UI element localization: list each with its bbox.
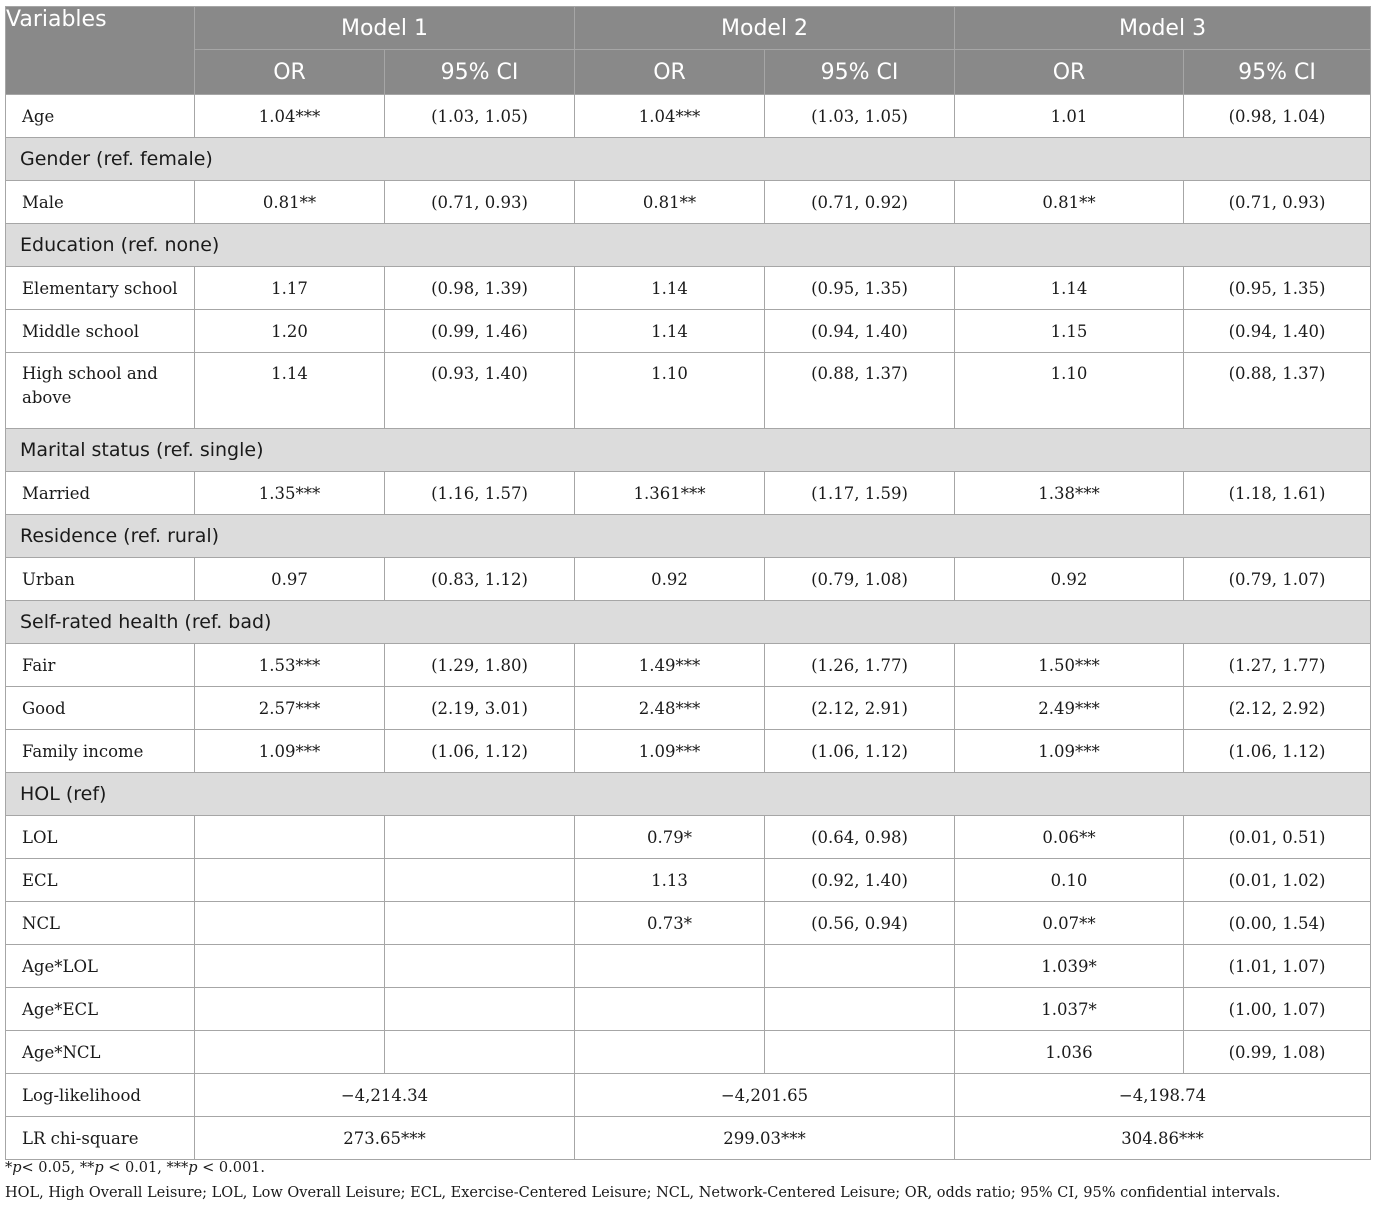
table-row (6, 730, 1371, 773)
confidence-interval-cell (385, 988, 575, 1031)
odds-ratio-cell (195, 902, 385, 945)
odds-ratio-cell: 1.14 (575, 267, 765, 310)
confidence-interval-cell: (1.06, 1.12) (385, 730, 575, 773)
confidence-interval-cell (385, 816, 575, 859)
row-label: Age (6, 95, 195, 138)
confidence-interval-cell: (1.06, 1.12) (1184, 730, 1371, 773)
row-label: Male (6, 181, 195, 224)
table-row (6, 267, 1371, 310)
table-row (6, 816, 1371, 859)
confidence-interval-cell: (1.17, 1.59) (765, 472, 955, 515)
confidence-interval-cell: (1.29, 1.80) (385, 644, 575, 687)
summary-row (6, 1074, 1371, 1117)
confidence-interval-cell: (0.95, 1.35) (765, 267, 955, 310)
odds-ratio-cell: 1.14 (955, 267, 1184, 310)
abbreviations-note: HOL, High Overall Leisure; LOL, Low Overall Leisure; ECL, Exercise-Centered Leisure; NCL, Network-Centered Leisure; OR, odds ratio; 95% CI, 95% confidential intervals. (5, 1185, 1281, 1201)
confidence-interval-cell (765, 1031, 955, 1074)
table-row (6, 687, 1371, 730)
row-label: ECL (6, 859, 195, 902)
table-row (6, 945, 1371, 988)
confidence-interval-cell: (1.27, 1.77) (1184, 644, 1371, 687)
confidence-interval-cell (765, 945, 955, 988)
group-header-row (6, 515, 1371, 558)
confidence-interval-cell: (0.98, 1.04) (1184, 95, 1371, 138)
table-row (6, 353, 1371, 429)
table-footnotes (5, 1156, 1370, 1206)
table-header (6, 7, 1371, 95)
table-row (6, 472, 1371, 515)
table-body (6, 95, 1371, 1160)
odds-ratio-cell: 1.09*** (575, 730, 765, 773)
confidence-interval-cell: (2.12, 2.91) (765, 687, 955, 730)
odds-ratio-cell: 1.09*** (955, 730, 1184, 773)
row-label: Fair (6, 644, 195, 687)
row-label: High school and above (6, 353, 195, 429)
table-row (6, 988, 1371, 1031)
confidence-interval-cell (385, 902, 575, 945)
or-header: OR (195, 50, 385, 95)
confidence-interval-cell: (0.94, 1.40) (765, 310, 955, 353)
odds-ratio-cell: 1.35*** (195, 472, 385, 515)
table-row (6, 1031, 1371, 1074)
group-header-row (6, 138, 1371, 181)
ci-header: 95% CI (385, 50, 575, 95)
row-label: Elementary school (6, 267, 195, 310)
odds-ratio-cell: 1.14 (575, 310, 765, 353)
odds-ratio-cell: 0.92 (955, 558, 1184, 601)
odds-ratio-cell: 0.73* (575, 902, 765, 945)
model-2-header: Model 2 (575, 7, 955, 50)
odds-ratio-cell: 2.57*** (195, 687, 385, 730)
odds-ratio-cell: 1.15 (955, 310, 1184, 353)
odds-ratio-cell: 1.17 (195, 267, 385, 310)
table-row (6, 644, 1371, 687)
odds-ratio-cell: 0.81** (955, 181, 1184, 224)
odds-ratio-cell: 1.037* (955, 988, 1184, 1031)
odds-ratio-cell: 1.04*** (195, 95, 385, 138)
model-summary-value: −4,214.34 (195, 1074, 575, 1117)
odds-ratio-cell: 2.49*** (955, 687, 1184, 730)
model-summary-value: 299.03*** (575, 1117, 955, 1160)
confidence-interval-cell (385, 945, 575, 988)
odds-ratio-cell: 1.09*** (195, 730, 385, 773)
odds-ratio-cell: 1.10 (955, 353, 1184, 429)
odds-ratio-cell: 1.20 (195, 310, 385, 353)
confidence-interval-cell: (0.01, 1.02) (1184, 859, 1371, 902)
model-summary-value: −4,201.65 (575, 1074, 955, 1117)
odds-ratio-cell (195, 816, 385, 859)
odds-ratio-cell: 1.13 (575, 859, 765, 902)
table-row (6, 310, 1371, 353)
significance-note: *p< 0.05, **p < 0.01, ***p < 0.001. (5, 1160, 266, 1176)
row-label: Family income (6, 730, 195, 773)
variables-header: Variables (6, 7, 195, 95)
confidence-interval-cell: (0.92, 1.40) (765, 859, 955, 902)
row-label: Log-likelihood (6, 1074, 195, 1117)
model-3-header: Model 3 (955, 7, 1371, 50)
odds-ratio-cell (575, 945, 765, 988)
group-header-row (6, 224, 1371, 267)
confidence-interval-cell (385, 859, 575, 902)
confidence-interval-cell: (0.95, 1.35) (1184, 267, 1371, 310)
odds-ratio-cell: 0.81** (575, 181, 765, 224)
confidence-interval-cell: (0.71, 0.92) (765, 181, 955, 224)
confidence-interval-cell: (0.64, 0.98) (765, 816, 955, 859)
model-1-header: Model 1 (195, 7, 575, 50)
confidence-interval-cell (765, 988, 955, 1031)
row-label: LR chi-square (6, 1117, 195, 1160)
group-label: Education (ref. none) (6, 224, 1371, 267)
confidence-interval-cell: (0.94, 1.40) (1184, 310, 1371, 353)
confidence-interval-cell (385, 1031, 575, 1074)
confidence-interval-cell: (0.93, 1.40) (385, 353, 575, 429)
odds-ratio-cell: 0.81** (195, 181, 385, 224)
or-header: OR (575, 50, 765, 95)
row-label: Urban (6, 558, 195, 601)
odds-ratio-cell: 0.06** (955, 816, 1184, 859)
odds-ratio-cell (195, 859, 385, 902)
group-header-row (6, 601, 1371, 644)
group-label: Residence (ref. rural) (6, 515, 1371, 558)
confidence-interval-cell: (0.00, 1.54) (1184, 902, 1371, 945)
confidence-interval-cell: (1.26, 1.77) (765, 644, 955, 687)
group-label: Self-rated health (ref. bad) (6, 601, 1371, 644)
confidence-interval-cell: (0.83, 1.12) (385, 558, 575, 601)
confidence-interval-cell: (1.18, 1.61) (1184, 472, 1371, 515)
confidence-interval-cell: (1.16, 1.57) (385, 472, 575, 515)
odds-ratio-cell: 2.48*** (575, 687, 765, 730)
row-label: Married (6, 472, 195, 515)
or-header: OR (955, 50, 1184, 95)
group-label: Gender (ref. female) (6, 138, 1371, 181)
odds-ratio-cell: 1.01 (955, 95, 1184, 138)
table-row (6, 181, 1371, 224)
odds-ratio-cell: 1.53*** (195, 644, 385, 687)
odds-ratio-cell: 1.14 (195, 353, 385, 429)
confidence-interval-cell: (1.00, 1.07) (1184, 988, 1371, 1031)
odds-ratio-cell: 0.07** (955, 902, 1184, 945)
confidence-interval-cell: (0.71, 0.93) (1184, 181, 1371, 224)
odds-ratio-cell (195, 988, 385, 1031)
group-header-row (6, 773, 1371, 816)
table-row (6, 859, 1371, 902)
confidence-interval-cell: (0.79, 1.07) (1184, 558, 1371, 601)
confidence-interval-cell: (0.71, 0.93) (385, 181, 575, 224)
odds-ratio-cell: 1.49*** (575, 644, 765, 687)
odds-ratio-cell: 1.10 (575, 353, 765, 429)
row-label: Age*LOL (6, 945, 195, 988)
row-label: Good (6, 687, 195, 730)
row-label: LOL (6, 816, 195, 859)
confidence-interval-cell: (1.03, 1.05) (385, 95, 575, 138)
group-label: HOL (ref) (6, 773, 1371, 816)
confidence-interval-cell: (0.88, 1.37) (1184, 353, 1371, 429)
confidence-interval-cell: (0.88, 1.37) (765, 353, 955, 429)
confidence-interval-cell: (0.79, 1.08) (765, 558, 955, 601)
results-table (5, 6, 1371, 1160)
confidence-interval-cell: (0.99, 1.46) (385, 310, 575, 353)
table-row (6, 95, 1371, 138)
odds-ratio-cell: 0.97 (195, 558, 385, 601)
odds-ratio-cell: 1.036 (955, 1031, 1184, 1074)
row-label: Age*ECL (6, 988, 195, 1031)
odds-ratio-cell (575, 988, 765, 1031)
odds-ratio-cell: 1.04*** (575, 95, 765, 138)
confidence-interval-cell: (2.19, 3.01) (385, 687, 575, 730)
odds-ratio-cell: 0.92 (575, 558, 765, 601)
odds-ratio-cell (195, 1031, 385, 1074)
confidence-interval-cell: (1.03, 1.05) (765, 95, 955, 138)
row-label: Age*NCL (6, 1031, 195, 1074)
model-summary-value: 273.65*** (195, 1117, 575, 1160)
ci-header: 95% CI (1184, 50, 1371, 95)
odds-ratio-cell: 0.10 (955, 859, 1184, 902)
odds-ratio-cell: 1.50*** (955, 644, 1184, 687)
odds-ratio-cell (575, 1031, 765, 1074)
odds-ratio-cell: 0.79* (575, 816, 765, 859)
table-row (6, 902, 1371, 945)
odds-ratio-cell (195, 945, 385, 988)
summary-row (6, 1117, 1371, 1160)
confidence-interval-cell: (0.98, 1.39) (385, 267, 575, 310)
ci-header: 95% CI (765, 50, 955, 95)
odds-ratio-cell: 1.38*** (955, 472, 1184, 515)
model-summary-value: −4,198.74 (955, 1074, 1371, 1117)
model-summary-value: 304.86*** (955, 1117, 1371, 1160)
confidence-interval-cell: (0.01, 0.51) (1184, 816, 1371, 859)
confidence-interval-cell: (2.12, 2.92) (1184, 687, 1371, 730)
odds-ratio-cell: 1.361*** (575, 472, 765, 515)
table-row (6, 558, 1371, 601)
odds-ratio-cell: 1.039* (955, 945, 1184, 988)
confidence-interval-cell: (1.01, 1.07) (1184, 945, 1371, 988)
confidence-interval-cell: (1.06, 1.12) (765, 730, 955, 773)
group-label: Marital status (ref. single) (6, 429, 1371, 472)
row-label: Middle school (6, 310, 195, 353)
row-label: NCL (6, 902, 195, 945)
confidence-interval-cell: (0.99, 1.08) (1184, 1031, 1371, 1074)
group-header-row (6, 429, 1371, 472)
confidence-interval-cell: (0.56, 0.94) (765, 902, 955, 945)
